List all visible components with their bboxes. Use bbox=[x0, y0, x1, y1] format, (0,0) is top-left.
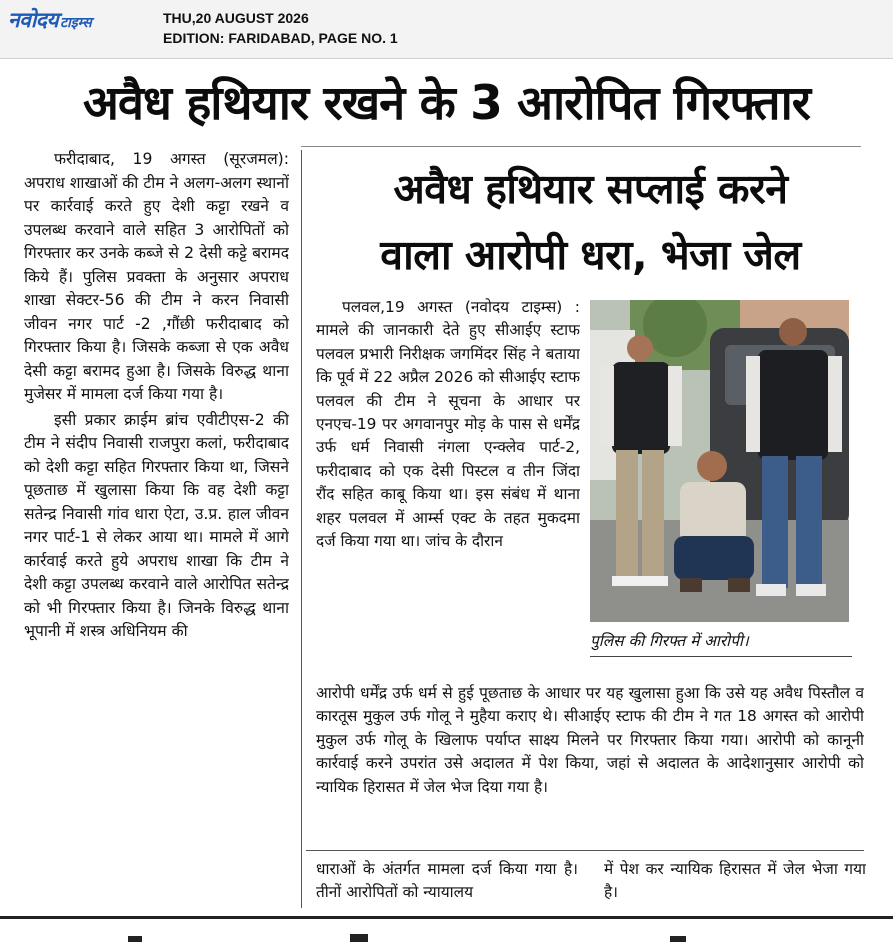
box-bottom-rule bbox=[306, 850, 864, 851]
story2-wide-text-block bbox=[316, 682, 864, 848]
caption-rule bbox=[590, 656, 852, 657]
cropped-text-strip bbox=[0, 916, 893, 942]
story1-continuation-text: धाराओं के अंतर्गत मामला दर्ज किया गया है। तीनों आरोपितों को न्यायालय bbox=[316, 860, 578, 902]
edition-meta bbox=[163, 8, 398, 48]
column-divider bbox=[301, 150, 302, 908]
story2-headline-line1: अवैध हथियार सप्लाई करने bbox=[393, 165, 788, 213]
story1-paragraph-1: फरीदाबाद, 19 अगस्त (सूरजमल): अपराध शाखाओं की टीम ने अलग-अलग स्थानों पर कार्रवाई करते हुए देशी कट्टा रखने व उपलब्ध करवाने वाले सहित 3 आरोपितों को गिरफ्तार कर उनके कब्जे से 2 देसी कट्टे बरामद किये हैं। पुलिस प्रवक्ता के अनुसार अपराध शाखा सेक्टर-56 की टीम ने करन निवासी जीवन नगर पार्ट -2 ,गौंछी फरीदाबाद को गिरफ्तार किया है। जिसके कब्जा से एक अवैध देसी कट्टा बरामद हुआ है। जिसके विरुद्ध थाना मुजेसर में मामला दर्ज किया गया है। bbox=[24, 150, 289, 403]
edition-line: EDITION: FARIDABAD, PAGE NO. 1 bbox=[163, 30, 398, 46]
page-header bbox=[0, 0, 893, 59]
newspaper-logo bbox=[8, 6, 92, 32]
story1-headline: अवैध हथियार रखने के 3 आरोपित गिरफ्तार bbox=[83, 76, 810, 131]
police-arrest-photo-illustration bbox=[590, 300, 849, 622]
news-photo bbox=[590, 300, 849, 622]
logo-main-text: नवोदय bbox=[8, 8, 59, 32]
story2-wide-text: आरोपी धर्मेंद्र उर्फ धर्म से हुई पूछताछ के आधार पर यह खुलासा हुआ कि उसे यह अवैध पिस्तौल व कारतूस मुकुल उर्फ गोलू ने मुहैया कराए थे। सीआईए स्टाफ की टीम ने गत 18 अगस्त को आरोपी मुकुल उर्फ गोलू के खिलाफ पर्याप्त साक्ष्य मिलने पर गिरफ्तार किया गया। आरोपी को कानूनी कार्रवाई करने उपरांत उसे अदालत में पेश किया, जहां से अदालत के आदेशानुसार आरोपी को न्यायिक हिरासत में जेल भेज दिया गया है। bbox=[316, 684, 864, 796]
next-headline-fragment bbox=[0, 916, 893, 942]
story2-column-text: पलवल,19 अगस्त (नवोदय टाइम्स) : मामले की जानकारी देते हुए सीआईए स्टाफ पलवल प्रभारी निरीक्षक जगमिंदर सिंह ने बताया कि पूर्व में 22 अप्रैल 2026 को सीआईए स्टाफ पलवल की टीम ने सूचना के आधार पर एनएच-19 पर अगवानपुर मोड़ के पास से धर्मेंद्र उर्फ धर्म निवासी नंगला एन्क्लेव पार्ट-2, फरीदाबाद को एक देसी पिस्टल व तीन जिंदा रौंद सहित काबू किया था। इस संबंध में थाना शहर पलवल में आर्म्स एक्ट के तहत मुकदमा दर्ज किया गया था। जांच के दौरान bbox=[316, 298, 580, 551]
logo-sub-text: टाइम्स bbox=[60, 15, 92, 31]
story1-continuation-text-2: में पेश कर न्यायिक हिरासत में जेल भेजा गया है। bbox=[604, 860, 866, 902]
date-line: THU,20 AUGUST 2026 bbox=[163, 10, 309, 26]
story1-column bbox=[24, 148, 289, 912]
box-top-rule bbox=[301, 146, 861, 147]
story1-continuation bbox=[316, 858, 578, 910]
story1-continuation-2 bbox=[604, 858, 866, 910]
story2-headline-line2: वाला आरोपी धरा, भेजा जेल bbox=[380, 231, 801, 279]
photo-caption: पुलिस की गिरफ्त में आरोपी। bbox=[590, 632, 749, 650]
story2-column bbox=[316, 296, 580, 680]
story2-headline bbox=[308, 156, 873, 288]
story1-paragraph-2: इसी प्रकार क्राईम ब्रांच एवीटीएस-2 की टीम ने संदीप निवासी राजपुरा कलां, फरीदाबाद को देशी कट्टा सहित गिरफ्तार किया था, जिसने पूछताछ में खुलासा किया कि वह देशी कट्टा सतेन्द्र निवासी गांव धारा ऐटा, उ.प्र. हाल जीवन नगर पार्ट-1 से लेकर आया था। मामले में आगे कार्रवाई करते हुये अपराध शाखा कि टीम ने देशी कट्टा उपलब्ध करवाने वाले आरोपित सतेन्द्र को भी गिरफ्तार किया है। जिनके विरुद्ध थाना भूपानी में शस्त्र अधिनियम की bbox=[24, 410, 289, 640]
